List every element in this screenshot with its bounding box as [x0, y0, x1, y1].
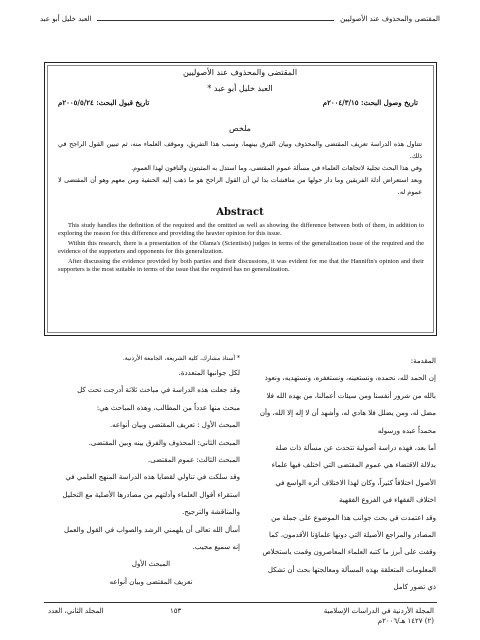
- footer-issue-date: (٢) ١٤٢٧ هـ/٢٠٠٦م: [377, 617, 434, 625]
- paper-author: العبد خليل أبو عبد *: [207, 84, 273, 93]
- footer-page-number: ١٥٣: [170, 607, 182, 615]
- english-abstract-paragraph: After discussing the evidence provided by both parties and their discussions, it was evident for me that the Hannifin's opinion and their supporters is the most suitable in terms of the issue that the required has no generalization.: [58, 257, 424, 274]
- section-list-item: المبحث الثالث: عموم المقتضى.: [147, 456, 240, 465]
- right-column: [258, 353, 436, 597]
- arabic-summary-heading: ملخص: [229, 124, 251, 133]
- footer-journal-name: المجلة الأردنية في الدراسات الإسلامية: [323, 607, 434, 615]
- body-line: لكل جوانبها المتعددة.: [178, 369, 240, 377]
- author-footnote: * أستاذ مشارك، كلية الشريعة، الجامعة الأردنية.: [122, 355, 240, 362]
- introduction-heading: المقدمة:: [410, 357, 436, 365]
- section-title: المبحث الأول: [131, 560, 171, 569]
- body-line: أسأل الله تعالى أن يلهمني الرشد والصواب في القول والعمل إنه سميع مجيب.: [63, 525, 240, 552]
- body-paragraph: أما بعد، فهذه دراسة أصولية تتحدث عن مسألة ذات صلة بدلالة الاقتضاء هي عموم المقتضى التي اختلف فيها علماء الأصول اختلافاً كثيراً، وكان لهذا الاختلاف أثره الواسع في اختلاف الفقهاء في الفروع الفقهية: [271, 444, 436, 505]
- arabic-abstract-paragraph: تتناول هذه الدراسة تعريف المقتضى والمحذوف وبيان الفرق بينهما، وسبب هذا التفريق، وموقف العلماء منه، ثم تبيين القول الراجح في ذلك.: [58, 140, 422, 160]
- header-rule: [97, 14, 334, 21]
- received-date: تاريخ وصول البحث: ٢٠٠٤/٣/١٥م: [322, 98, 418, 107]
- body-paragraph: وقد اعتمدت في بحث جوانب هذا الموضوع على جملة من المصادر والمراجع الأصيلة التي دونها علماؤنا الأقدمون، كما وقفت على أبرز ما كتبه العلماء المعاصرون وقمت باستخلاص المعلومات المتعلقة بهذه المسألة ومعالجتها بحث أن تشكل ذي تصور كامل: [262, 513, 436, 592]
- arabic-abstract: [58, 138, 422, 198]
- english-abstract-heading: Abstract: [216, 207, 264, 218]
- footer-journal: [324, 606, 434, 626]
- header-title: المقتضى والمحذوف عند الأصوليين: [340, 15, 440, 23]
- running-header: [40, 14, 440, 23]
- header-author: العبد خليل أبو عبد: [40, 15, 92, 23]
- left-column: [62, 353, 240, 591]
- english-abstract-paragraph: This study handles the definition of the required and the omitted as well as showing the difference between both of them, in addition to exploring the reason for this difference and providing the heavier opinion for this issue.: [58, 222, 424, 238]
- body-line: وقد سلكت في تناولي لقضايا هذه الدراسة المنهج العلمي في استقراء أقوال العلماء وأدلتهم من مصادرها الأصلية مع التحليل والمناقشة والترجيح.: [62, 473, 240, 517]
- arabic-abstract-paragraph: وفي هذا البحث تجلية لاتجاهات العلماء في مسألة عموم المقتضى، وما استدل به المثبتون والنافون لهذا العموم.: [131, 164, 422, 172]
- arabic-abstract-paragraph: وبعد استعراض أدلة الفريقين وما دار حولها من مناقشات بدا لي أن القول الراجح هو ما ذهب إليه الحنفية ومن معهم وهو أن المقتضى لا عموم له.: [58, 176, 422, 196]
- footer-rule: [44, 602, 437, 603]
- accepted-date: تاريخ قبول البحث: ٢٠٠٥/٥/٢٤م: [58, 98, 150, 107]
- dates-row: [58, 98, 418, 107]
- body-paragraph: إن الحمد لله، نحمده، ونستعينه، ونستغفره، ونستهديه، ونعوذ بالله من شرور أنفسنا ومن سيئات أعمالنا، من يهده الله فلا مضل له، ومن يضلل فلا هادي له، وأشهد أن لا إله إلا الله، وأن محمداً عبده ورسوله: [259, 374, 436, 435]
- english-abstract: [58, 222, 424, 275]
- section-subtitle: تعريف المقتضى وبيان أنواعه: [109, 577, 193, 586]
- paper-title: المقتضى والمحذوف عند الأصوليين: [182, 68, 298, 77]
- body-line: وقد جعلت هذه الدراسة في مباحث ثلاثة أدرجت تحت كل مبحث منها عدداً من المطالب، وهذه المباحث هي:: [77, 386, 240, 412]
- footer-volume: المجلد الثاني، العدد: [48, 607, 104, 615]
- english-abstract-paragraph: Within this research, there is a presentation of the Olama's (Scientists) judges in terms of the generalization issue of the required and the evidence of the supporters and opponents for this generalization.: [58, 239, 424, 256]
- section-list-item: المبحث الأول : تعريف المقتضى وبيان أنواعه.: [109, 421, 240, 430]
- section-list-item: المبحث الثاني: المحذوف والفرق بينه وبين المقتضى.: [88, 438, 240, 447]
